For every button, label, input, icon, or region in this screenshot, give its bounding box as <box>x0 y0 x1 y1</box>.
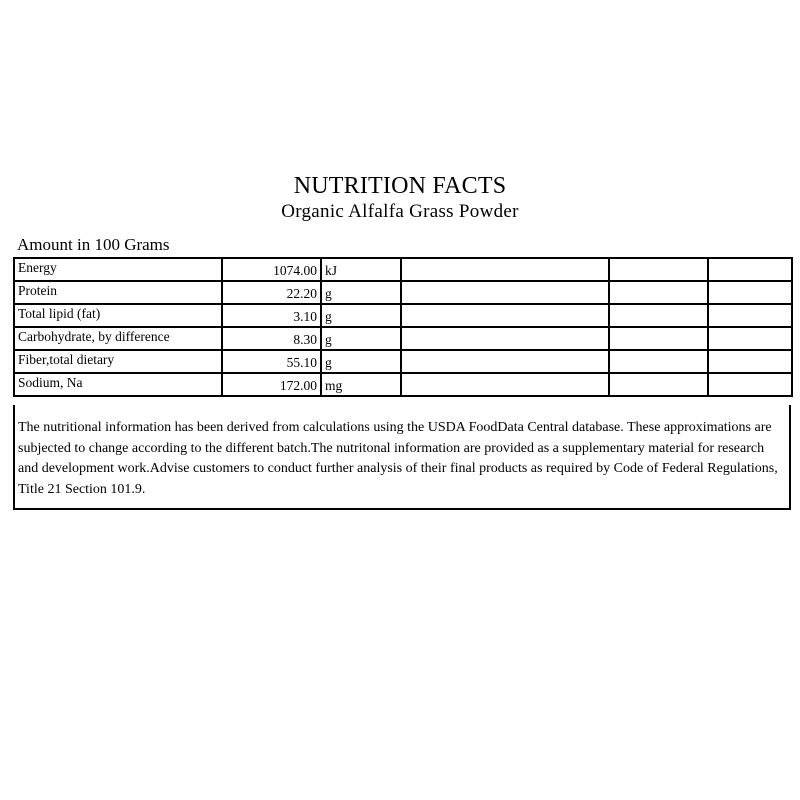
empty-cell <box>609 281 708 304</box>
nutrient-value: 3.10 <box>222 304 321 327</box>
nutrient-value: 22.20 <box>222 281 321 304</box>
page-title: NUTRITION FACTS <box>293 173 507 199</box>
empty-cell <box>708 373 792 396</box>
empty-cell <box>609 304 708 327</box>
nutrient-name: Carbohydrate, by difference <box>14 327 222 350</box>
empty-cell <box>401 350 609 373</box>
empty-cell <box>401 304 609 327</box>
serving-amount-label: Amount in 100 Grams <box>17 235 170 254</box>
empty-cell <box>609 327 708 350</box>
empty-cell <box>609 373 708 396</box>
table-row <box>14 327 792 350</box>
nutrient-unit: g <box>321 327 401 350</box>
table-row <box>14 304 792 327</box>
empty-cell <box>708 350 792 373</box>
product-name: Organic Alfalfa Grass Powder <box>281 201 519 222</box>
nutrient-name: Energy <box>14 258 222 281</box>
empty-cell <box>708 327 792 350</box>
nutrient-value: 55.10 <box>222 350 321 373</box>
nutrient-value: 172.00 <box>222 373 321 396</box>
empty-cell <box>708 304 792 327</box>
nutrient-unit: g <box>321 281 401 304</box>
table-row <box>14 258 792 281</box>
nutrient-name: Fiber,total dietary <box>14 350 222 373</box>
empty-cell <box>609 258 708 281</box>
nutrient-unit: kJ <box>321 258 401 281</box>
empty-cell <box>708 258 792 281</box>
disclaimer-text: The nutritional information has been derived from calculations using the USDA FoodData Central database. These approximations are subjected to change according to the different batch.The nutritonal information are provided as a supplementary material for research and development work.Advise customers to conduct further analysis of their final products as required by Code of Federal Regulations, Title 21 Section 101.9. <box>13 405 791 510</box>
empty-cell <box>401 373 609 396</box>
empty-cell <box>401 327 609 350</box>
empty-cell <box>401 258 609 281</box>
table-row <box>14 373 792 396</box>
nutrient-name: Sodium, Na <box>14 373 222 396</box>
empty-cell <box>708 281 792 304</box>
table-row <box>14 350 792 373</box>
nutrient-unit: g <box>321 350 401 373</box>
table-row <box>14 281 792 304</box>
nutrient-value: 1074.00 <box>222 258 321 281</box>
nutrient-unit: g <box>321 304 401 327</box>
nutrient-name: Protein <box>14 281 222 304</box>
empty-cell <box>401 281 609 304</box>
nutrient-value: 8.30 <box>222 327 321 350</box>
nutrient-unit: mg <box>321 373 401 396</box>
empty-cell <box>609 350 708 373</box>
nutrient-name: Total lipid (fat) <box>14 304 222 327</box>
nutrients-table <box>13 257 793 397</box>
